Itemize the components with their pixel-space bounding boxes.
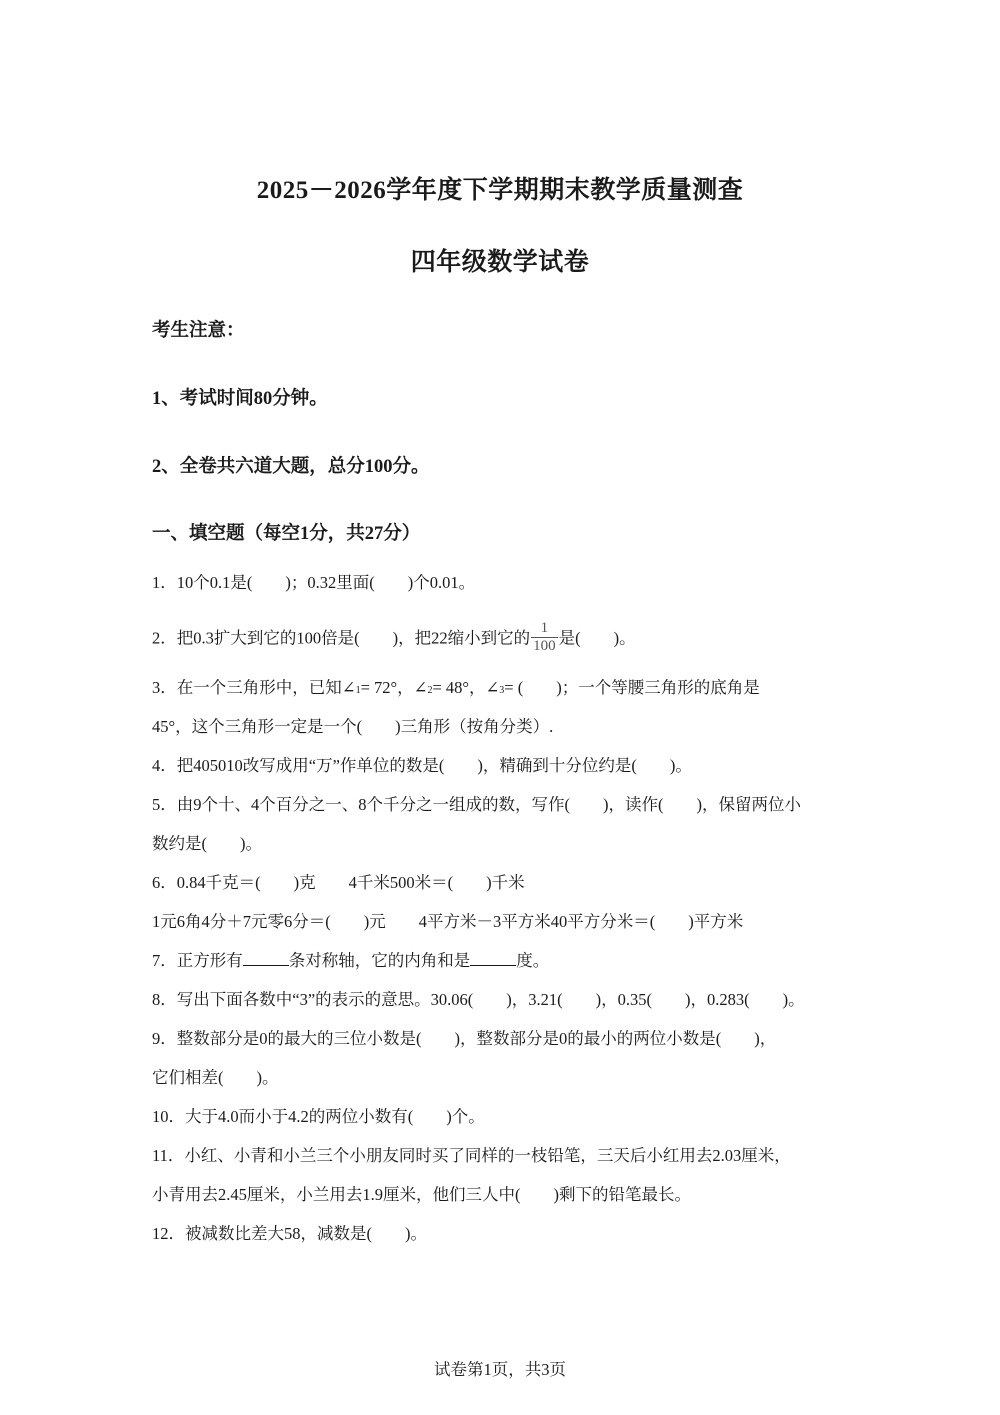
- question-3-line-2: 45°，这个三角形一定是一个( )三角形（按角分类）.: [152, 717, 554, 736]
- fraction-denominator: 100: [533, 638, 556, 654]
- question-5-line-1: 5．由9个十、4个百分之一、8个千分之一组成的数，写作( )，读作( )，保留两位小: [152, 795, 801, 814]
- fraction: [531, 620, 558, 655]
- question-9-line-1: 9．整数部分是0的最大的三位小数是( )，整数部分是0的最小的两位小数是( )，: [152, 1029, 777, 1048]
- exam-title: 2025－2026学年度下学期期末教学质量测查: [256, 177, 744, 204]
- question-6-line-2: 1元6角4分＋7元零6分＝( )元 4平方米－3平方米40平方分米＝( )平方米: [152, 912, 744, 931]
- question-10: 10．大于4.0而小于4.2的两位小数有( )个。: [152, 1107, 485, 1126]
- angle-subscript-2: 2: [427, 685, 433, 696]
- question-9-line-2: 它们相差( )。: [152, 1068, 279, 1087]
- answer-blank[interactable]: [243, 951, 289, 966]
- question-5-line-2: 数约是( )。: [152, 834, 262, 853]
- q7-part-c: 度。: [516, 951, 550, 970]
- question-11-line-1: 11．小红、小青和小兰三个小朋友同时买了同样的一枝铅笔，三天后小红用去2.03厘米，: [152, 1146, 791, 1165]
- q3-part-d: = ( )；一个等腰三角形的底角是: [504, 678, 760, 697]
- q7-part-b: 条对称轴，它的内角和是: [288, 951, 471, 970]
- question-8: 8．写出下面各数中“3”的表示的意思。30.06( )，3.21( )，0.35( )，0.283( )。: [152, 990, 805, 1009]
- answer-blank[interactable]: [470, 951, 516, 966]
- question-11-line-2: 小青用去2.45厘米，小兰用去1.9厘米，他们三人中( )剩下的铅笔最长。: [152, 1185, 691, 1204]
- angle-subscript-1: 1: [355, 685, 361, 696]
- question-1: 1．10个0.1是( )；0.32里面( )个0.01。: [152, 573, 476, 592]
- question-3-line-1: [152, 677, 760, 702]
- angle-subscript-3: 3: [499, 685, 505, 696]
- fraction-numerator: 1: [531, 620, 558, 638]
- q3-part-a: 3．在一个三角形中，已知∠: [152, 678, 356, 697]
- q7-part-a: 7．正方形有: [152, 951, 243, 970]
- notes-heading: 考生注意：: [152, 321, 245, 341]
- exam-subtitle: 四年级数学试卷: [410, 249, 590, 276]
- question-12: 12．被减数比差大58，减数是( )。: [152, 1224, 427, 1243]
- q3-part-b: = 72°，∠: [360, 678, 428, 697]
- question-7: [152, 950, 549, 972]
- question-2-text-end: 是( )。: [558, 628, 636, 648]
- question-6-line-1: 6．0.84千克＝( )克 4千米500米＝( )千米: [152, 873, 525, 892]
- note-item-1: 1、考试时间80分钟。: [152, 389, 328, 409]
- question-2: [152, 622, 636, 657]
- question-2-text-start: 2．把0.3扩大到它的100倍是( )，把22缩小到它的: [152, 628, 531, 648]
- page-footer: 试卷第1页，共3页: [434, 1360, 566, 1379]
- note-item-2: 2、全卷共六道大题，总分100分。: [152, 457, 430, 477]
- section-1-heading: 一、填空题（每空1分，共27分）: [152, 524, 421, 544]
- question-4: 4．把405010改写成用“万”作单位的数是( )，精确到十分位约是( )。: [152, 756, 692, 775]
- q3-part-c: = 48°，∠: [432, 678, 500, 697]
